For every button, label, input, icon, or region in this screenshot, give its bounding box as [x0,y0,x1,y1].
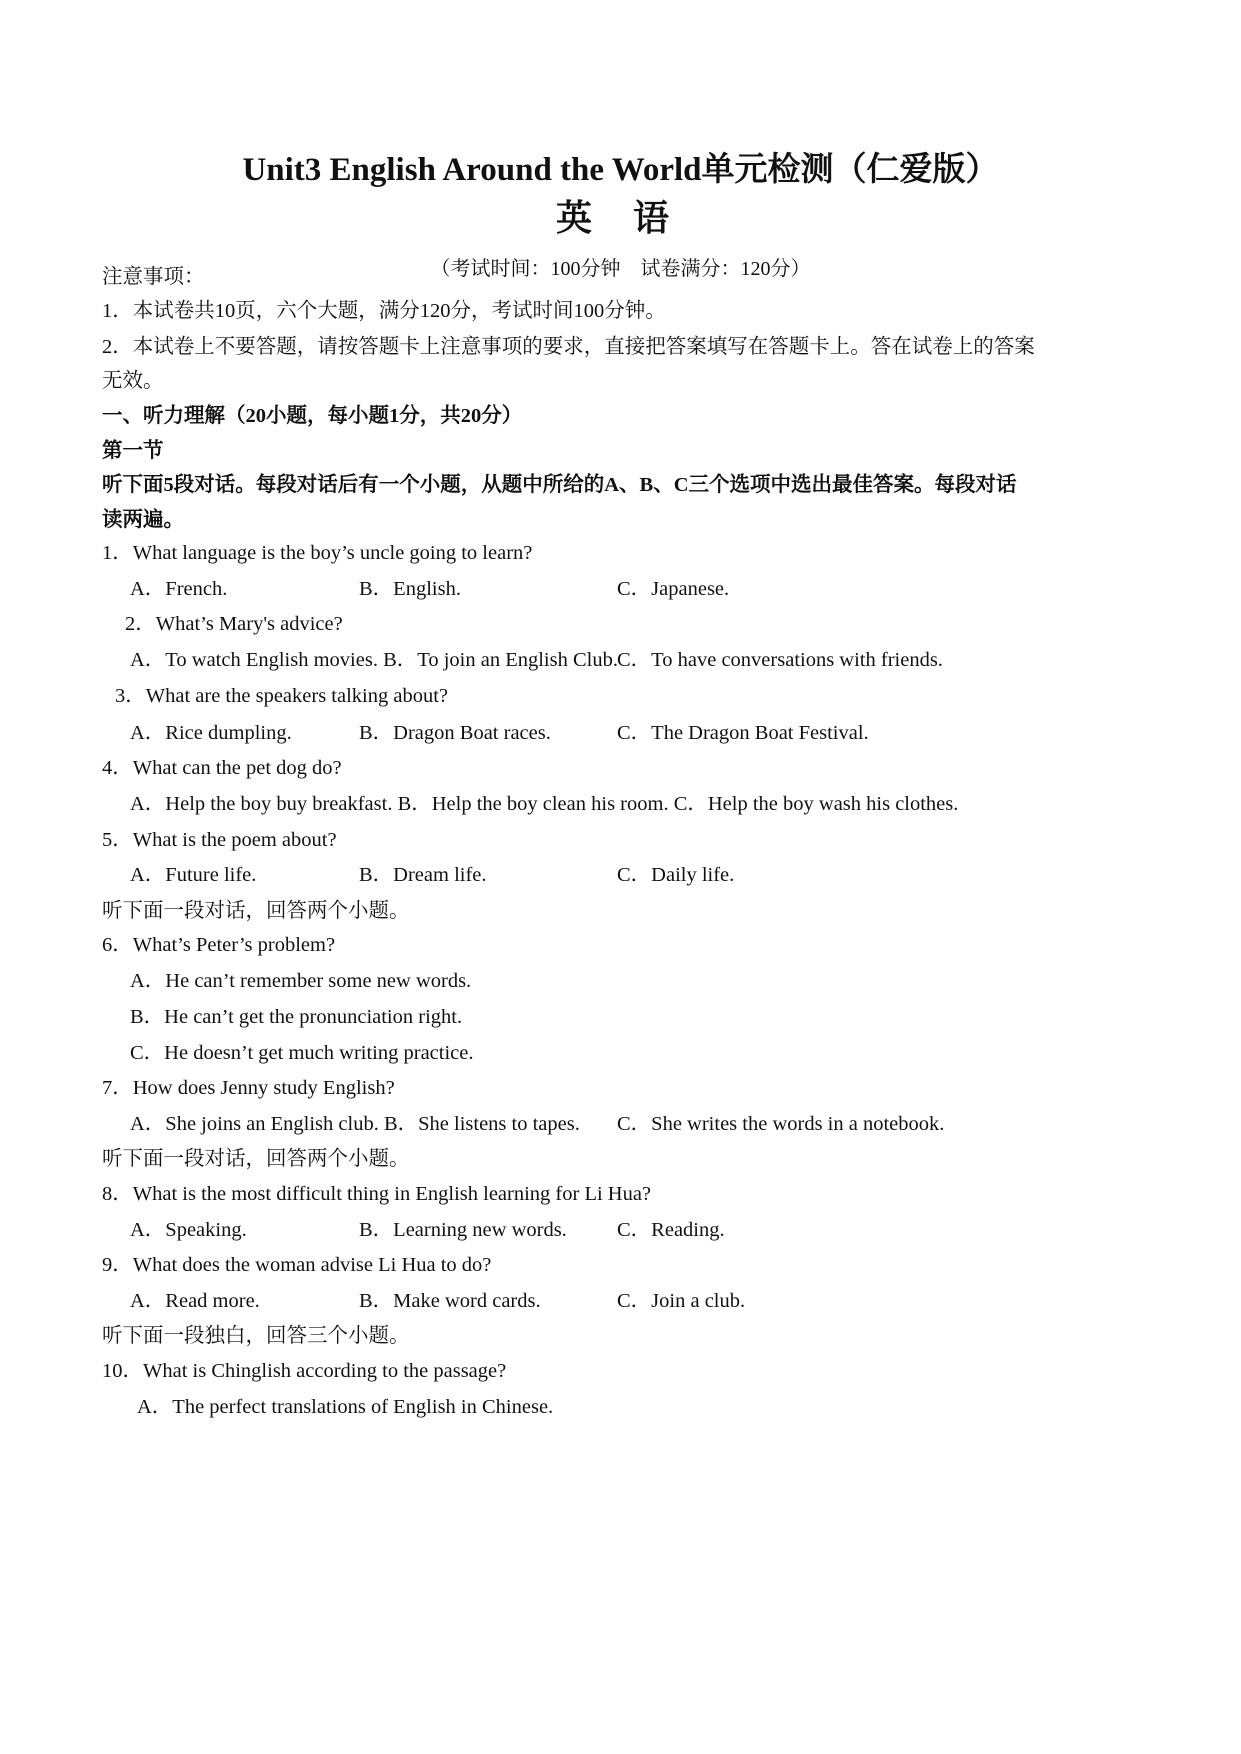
option-c: C．Join a club. [617,1290,746,1312]
option-a: A．French. [130,578,228,600]
dialog-intro: 听下面一段对话，回答两个小题。 [102,1148,410,1170]
notes-heading: 注意事项： [102,266,205,288]
section1-part1: 第一节 [102,440,164,462]
option-a: A．Speaking. [130,1219,247,1241]
question-3-stem: 3．What are the speakers talking about? [115,685,448,707]
section1-instruction: 听下面5段对话。每段对话后有一个小题，从题中所给的A、B、C三个选项中选出最佳答案。每段对话 [102,474,1017,496]
exam-info: （考试时间：100分钟 试卷满分：120分） [430,258,811,280]
question-5-stem: 5．What is the poem about? [102,829,337,851]
notes-item-1: 1．本试卷共10页，六个大题，满分120分，考试时间100分钟。 [102,300,666,322]
question-10-stem: 10．What is Chinglish according to the passage? [102,1360,507,1382]
exam-title: Unit3 English Around the World单元检测（仁爱版） [242,152,999,188]
option-a-b: A．To watch English movies. B．To join an English Club. [130,649,618,671]
option-c: C．To have conversations with friends. [617,649,943,671]
question-6-stem: 6．What’s Peter’s problem? [102,934,336,956]
option-a-b: A．She joins an English club. B．She listens to tapes. [130,1113,580,1135]
question-4-options: A．Help the boy buy breakfast. B．Help the boy clean his room. C．Help the boy wash his clothes. [130,793,959,815]
monologue-intro: 听下面一段独白，回答三个小题。 [102,1325,410,1347]
section1-heading: 一、听力理解（20小题，每小题1分，共20分） [102,405,523,427]
question-6-option-b: B．He can’t get the pronunciation right. [130,1006,463,1028]
option-b: B．Learning new words. [359,1219,567,1241]
question-7-stem: 7．How does Jenny study English? [102,1077,395,1099]
option-a: A．Future life. [130,864,257,886]
option-c: C．Japanese. [617,578,730,600]
section1-instruction-cont: 读两遍。 [102,509,184,531]
notes-item-2: 2．本试卷上不要答题，请按答题卡上注意事项的要求，直接把答案填写在答题卡上。答在试卷上的答案 [102,336,1035,358]
option-b: B．Dragon Boat races. [359,722,551,744]
question-6-option-c: C．He doesn’t get much writing practice. [130,1042,474,1064]
option-c: C．The Dragon Boat Festival. [617,722,869,744]
question-2-stem: 2．What’s Mary's advice? [125,613,343,635]
option-b: B．English. [359,578,461,600]
question-9-stem: 9．What does the woman advise Li Hua to do? [102,1254,492,1276]
option-b: B．Dream life. [359,864,487,886]
option-c: C．Daily life. [617,864,735,886]
question-4-stem: 4．What can the pet dog do? [102,757,342,779]
question-8-stem: 8．What is the most difficult thing in English learning for Li Hua? [102,1183,652,1205]
option-c: C．She writes the words in a notebook. [617,1113,945,1135]
option-a: A．Read more. [130,1290,260,1312]
exam-subject: 英 语 [555,198,685,238]
notes-item-2-cont: 无效。 [102,370,164,392]
question-6-option-a: A．He can’t remember some new words. [130,970,472,992]
option-a: A．Rice dumpling. [130,722,292,744]
question-10-option-a: A．The perfect translations of English in Chinese. [137,1396,554,1418]
option-c: C．Reading. [617,1219,725,1241]
question-1-stem: 1．What language is the boy’s uncle going to learn? [102,542,533,564]
option-b: B．Make word cards. [359,1290,541,1312]
dialog-intro: 听下面一段对话，回答两个小题。 [102,900,410,922]
